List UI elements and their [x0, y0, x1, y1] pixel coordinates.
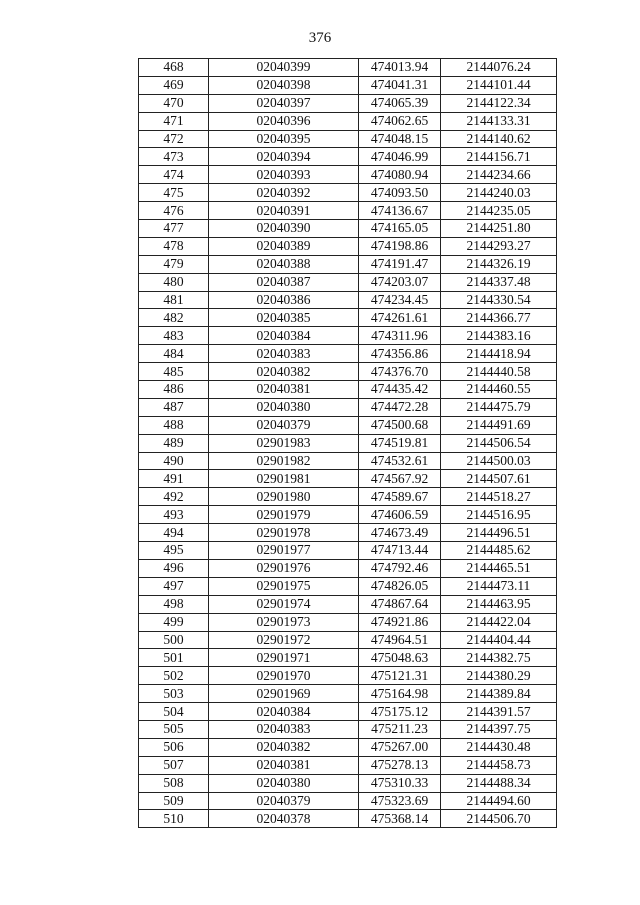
y-coordinate-cell: 2144391.57: [441, 703, 557, 721]
table-row: [139, 559, 557, 577]
x-coordinate-cell: 474080.94: [359, 166, 441, 184]
table-row: [139, 470, 557, 488]
point-code-cell: 02040396: [209, 112, 359, 130]
x-coordinate-cell: 474713.44: [359, 542, 441, 560]
point-code-cell: 02901972: [209, 631, 359, 649]
point-code-cell: 02040397: [209, 94, 359, 112]
row-index-cell: 483: [139, 327, 209, 345]
row-index-cell: 507: [139, 756, 209, 774]
table-row: [139, 255, 557, 273]
point-code-cell: 02040382: [209, 738, 359, 756]
y-coordinate-cell: 2144458.73: [441, 756, 557, 774]
point-code-cell: 02040395: [209, 130, 359, 148]
y-coordinate-cell: 2144473.11: [441, 577, 557, 595]
x-coordinate-cell: 474203.07: [359, 273, 441, 291]
point-code-cell: 02040389: [209, 237, 359, 255]
row-index-cell: 492: [139, 488, 209, 506]
table-row: [139, 810, 557, 828]
y-coordinate-cell: 2144496.51: [441, 524, 557, 542]
point-code-cell: 02901983: [209, 434, 359, 452]
point-code-cell: 02040380: [209, 398, 359, 416]
x-coordinate-cell: 474500.68: [359, 416, 441, 434]
table-row: [139, 381, 557, 399]
table-row: [139, 613, 557, 631]
table-row: [139, 416, 557, 434]
table-row: [139, 667, 557, 685]
y-coordinate-cell: 2144366.77: [441, 309, 557, 327]
table-row: [139, 220, 557, 238]
y-coordinate-cell: 2144101.44: [441, 76, 557, 94]
point-code-cell: 02040394: [209, 148, 359, 166]
row-index-cell: 501: [139, 649, 209, 667]
row-index-cell: 508: [139, 774, 209, 792]
y-coordinate-cell: 2144330.54: [441, 291, 557, 309]
row-index-cell: 510: [139, 810, 209, 828]
row-index-cell: 481: [139, 291, 209, 309]
y-coordinate-cell: 2144485.62: [441, 542, 557, 560]
point-code-cell: 02040379: [209, 792, 359, 810]
y-coordinate-cell: 2144465.51: [441, 559, 557, 577]
x-coordinate-cell: 474234.45: [359, 291, 441, 309]
x-coordinate-cell: 475267.00: [359, 738, 441, 756]
table-row: [139, 148, 557, 166]
x-coordinate-cell: 474792.46: [359, 559, 441, 577]
x-coordinate-cell: 474964.51: [359, 631, 441, 649]
y-coordinate-cell: 2144500.03: [441, 452, 557, 470]
row-index-cell: 482: [139, 309, 209, 327]
row-index-cell: 498: [139, 595, 209, 613]
row-index-cell: 494: [139, 524, 209, 542]
y-coordinate-cell: 2144404.44: [441, 631, 557, 649]
table-row: [139, 631, 557, 649]
x-coordinate-cell: 474673.49: [359, 524, 441, 542]
point-code-cell: 02901971: [209, 649, 359, 667]
x-coordinate-cell: 475368.14: [359, 810, 441, 828]
row-index-cell: 504: [139, 703, 209, 721]
x-coordinate-cell: 474519.81: [359, 434, 441, 452]
point-code-cell: 02901969: [209, 685, 359, 703]
table-row: [139, 363, 557, 381]
y-coordinate-cell: 2144337.48: [441, 273, 557, 291]
table-row: [139, 542, 557, 560]
y-coordinate-cell: 2144397.75: [441, 720, 557, 738]
table-row: [139, 273, 557, 291]
table-row: [139, 166, 557, 184]
row-index-cell: 500: [139, 631, 209, 649]
x-coordinate-cell: 474062.65: [359, 112, 441, 130]
point-code-cell: 02901979: [209, 506, 359, 524]
table-row: [139, 506, 557, 524]
y-coordinate-cell: 2144507.61: [441, 470, 557, 488]
x-coordinate-cell: 474311.96: [359, 327, 441, 345]
y-coordinate-cell: 2144463.95: [441, 595, 557, 613]
y-coordinate-cell: 2144156.71: [441, 148, 557, 166]
x-coordinate-cell: 474435.42: [359, 381, 441, 399]
point-code-cell: 02040378: [209, 810, 359, 828]
x-coordinate-cell: 475175.12: [359, 703, 441, 721]
point-code-cell: 02901974: [209, 595, 359, 613]
y-coordinate-cell: 2144133.31: [441, 112, 557, 130]
row-index-cell: 503: [139, 685, 209, 703]
point-code-cell: 02040382: [209, 363, 359, 381]
x-coordinate-cell: 474826.05: [359, 577, 441, 595]
y-coordinate-cell: 2144251.80: [441, 220, 557, 238]
point-code-cell: 02040398: [209, 76, 359, 94]
row-index-cell: 502: [139, 667, 209, 685]
x-coordinate-cell: 474376.70: [359, 363, 441, 381]
x-coordinate-cell: 474472.28: [359, 398, 441, 416]
x-coordinate-cell: 475323.69: [359, 792, 441, 810]
row-index-cell: 493: [139, 506, 209, 524]
table-row: [139, 59, 557, 77]
x-coordinate-cell: 474041.31: [359, 76, 441, 94]
x-coordinate-cell: 474606.59: [359, 506, 441, 524]
row-index-cell: 495: [139, 542, 209, 560]
row-index-cell: 488: [139, 416, 209, 434]
table-row: [139, 327, 557, 345]
row-index-cell: 490: [139, 452, 209, 470]
point-code-cell: 02901977: [209, 542, 359, 560]
table-row: [139, 488, 557, 506]
point-code-cell: 02901978: [209, 524, 359, 542]
x-coordinate-cell: 474065.39: [359, 94, 441, 112]
x-coordinate-cell: 474093.50: [359, 184, 441, 202]
y-coordinate-cell: 2144506.70: [441, 810, 557, 828]
table-row: [139, 685, 557, 703]
row-index-cell: 474: [139, 166, 209, 184]
row-index-cell: 485: [139, 363, 209, 381]
point-code-cell: 02901981: [209, 470, 359, 488]
table-row: [139, 345, 557, 363]
row-index-cell: 479: [139, 255, 209, 273]
table-row: [139, 398, 557, 416]
row-index-cell: 476: [139, 202, 209, 220]
y-coordinate-cell: 2144293.27: [441, 237, 557, 255]
table-row: [139, 237, 557, 255]
table-row: [139, 756, 557, 774]
table-row: [139, 792, 557, 810]
page-number: 376: [308, 30, 332, 46]
row-index-cell: 497: [139, 577, 209, 595]
y-coordinate-cell: 2144234.66: [441, 166, 557, 184]
table-row: [139, 595, 557, 613]
y-coordinate-cell: 2144418.94: [441, 345, 557, 363]
point-code-cell: 02040391: [209, 202, 359, 220]
row-index-cell: 505: [139, 720, 209, 738]
row-index-cell: 509: [139, 792, 209, 810]
row-index-cell: 470: [139, 94, 209, 112]
table-row: [139, 202, 557, 220]
point-code-cell: 02901973: [209, 613, 359, 631]
row-index-cell: 499: [139, 613, 209, 631]
y-coordinate-cell: 2144506.54: [441, 434, 557, 452]
point-code-cell: 02040381: [209, 381, 359, 399]
y-coordinate-cell: 2144491.69: [441, 416, 557, 434]
row-index-cell: 473: [139, 148, 209, 166]
x-coordinate-cell: 474589.67: [359, 488, 441, 506]
table-row: [139, 524, 557, 542]
x-coordinate-cell: 474191.47: [359, 255, 441, 273]
row-index-cell: 506: [139, 738, 209, 756]
point-code-cell: 02901970: [209, 667, 359, 685]
y-coordinate-cell: 2144240.03: [441, 184, 557, 202]
row-index-cell: 480: [139, 273, 209, 291]
point-code-cell: 02040387: [209, 273, 359, 291]
point-code-cell: 02040392: [209, 184, 359, 202]
y-coordinate-cell: 2144122.34: [441, 94, 557, 112]
point-code-cell: 02040381: [209, 756, 359, 774]
table-row: [139, 720, 557, 738]
point-code-cell: 02040399: [209, 59, 359, 77]
table-row: [139, 452, 557, 470]
point-code-cell: 02040388: [209, 255, 359, 273]
table-row: [139, 291, 557, 309]
x-coordinate-cell: 474356.86: [359, 345, 441, 363]
x-coordinate-cell: 474198.86: [359, 237, 441, 255]
table-row: [139, 94, 557, 112]
x-coordinate-cell: 474013.94: [359, 59, 441, 77]
y-coordinate-cell: 2144380.29: [441, 667, 557, 685]
point-code-cell: 02901982: [209, 452, 359, 470]
point-code-cell: 02040385: [209, 309, 359, 327]
y-coordinate-cell: 2144235.05: [441, 202, 557, 220]
row-index-cell: 469: [139, 76, 209, 94]
table-row: [139, 76, 557, 94]
x-coordinate-cell: 474136.67: [359, 202, 441, 220]
x-coordinate-cell: 474567.92: [359, 470, 441, 488]
x-coordinate-cell: 475278.13: [359, 756, 441, 774]
point-code-cell: 02040393: [209, 166, 359, 184]
x-coordinate-cell: 475164.98: [359, 685, 441, 703]
row-index-cell: 491: [139, 470, 209, 488]
y-coordinate-cell: 2144430.48: [441, 738, 557, 756]
x-coordinate-cell: 474046.99: [359, 148, 441, 166]
point-code-cell: 02040380: [209, 774, 359, 792]
y-coordinate-cell: 2144076.24: [441, 59, 557, 77]
x-coordinate-cell: 474165.05: [359, 220, 441, 238]
table-row: [139, 649, 557, 667]
point-code-cell: 02040383: [209, 720, 359, 738]
table-row: [139, 577, 557, 595]
y-coordinate-cell: 2144389.84: [441, 685, 557, 703]
point-code-cell: 02901980: [209, 488, 359, 506]
x-coordinate-cell: 475121.31: [359, 667, 441, 685]
y-coordinate-cell: 2144440.58: [441, 363, 557, 381]
y-coordinate-cell: 2144516.95: [441, 506, 557, 524]
row-index-cell: 468: [139, 59, 209, 77]
point-code-cell: 02901975: [209, 577, 359, 595]
table-row: [139, 112, 557, 130]
row-index-cell: 489: [139, 434, 209, 452]
y-coordinate-cell: 2144140.62: [441, 130, 557, 148]
row-index-cell: 496: [139, 559, 209, 577]
y-coordinate-cell: 2144383.16: [441, 327, 557, 345]
row-index-cell: 475: [139, 184, 209, 202]
table-row: [139, 434, 557, 452]
row-index-cell: 484: [139, 345, 209, 363]
row-index-cell: 478: [139, 237, 209, 255]
point-code-cell: 02040379: [209, 416, 359, 434]
table-row: [139, 309, 557, 327]
x-coordinate-cell: 475048.63: [359, 649, 441, 667]
y-coordinate-cell: 2144326.19: [441, 255, 557, 273]
y-coordinate-cell: 2144382.75: [441, 649, 557, 667]
y-coordinate-cell: 2144488.34: [441, 774, 557, 792]
y-coordinate-cell: 2144518.27: [441, 488, 557, 506]
row-index-cell: 477: [139, 220, 209, 238]
row-index-cell: 487: [139, 398, 209, 416]
row-index-cell: 471: [139, 112, 209, 130]
point-code-cell: 02040384: [209, 703, 359, 721]
table-row: [139, 774, 557, 792]
x-coordinate-cell: 474532.61: [359, 452, 441, 470]
table-row: [139, 738, 557, 756]
point-code-cell: 02040386: [209, 291, 359, 309]
point-code-cell: 02901976: [209, 559, 359, 577]
x-coordinate-cell: 474921.86: [359, 613, 441, 631]
table-row: [139, 184, 557, 202]
y-coordinate-cell: 2144494.60: [441, 792, 557, 810]
coordinates-table: [138, 58, 557, 828]
row-index-cell: 486: [139, 381, 209, 399]
point-code-cell: 02040384: [209, 327, 359, 345]
x-coordinate-cell: 474867.64: [359, 595, 441, 613]
x-coordinate-cell: 475211.23: [359, 720, 441, 738]
table-body: [139, 59, 557, 828]
point-code-cell: 02040390: [209, 220, 359, 238]
row-index-cell: 472: [139, 130, 209, 148]
x-coordinate-cell: 474261.61: [359, 309, 441, 327]
x-coordinate-cell: 475310.33: [359, 774, 441, 792]
table-row: [139, 703, 557, 721]
x-coordinate-cell: 474048.15: [359, 130, 441, 148]
y-coordinate-cell: 2144422.04: [441, 613, 557, 631]
y-coordinate-cell: 2144460.55: [441, 381, 557, 399]
point-code-cell: 02040383: [209, 345, 359, 363]
table-row: [139, 130, 557, 148]
y-coordinate-cell: 2144475.79: [441, 398, 557, 416]
